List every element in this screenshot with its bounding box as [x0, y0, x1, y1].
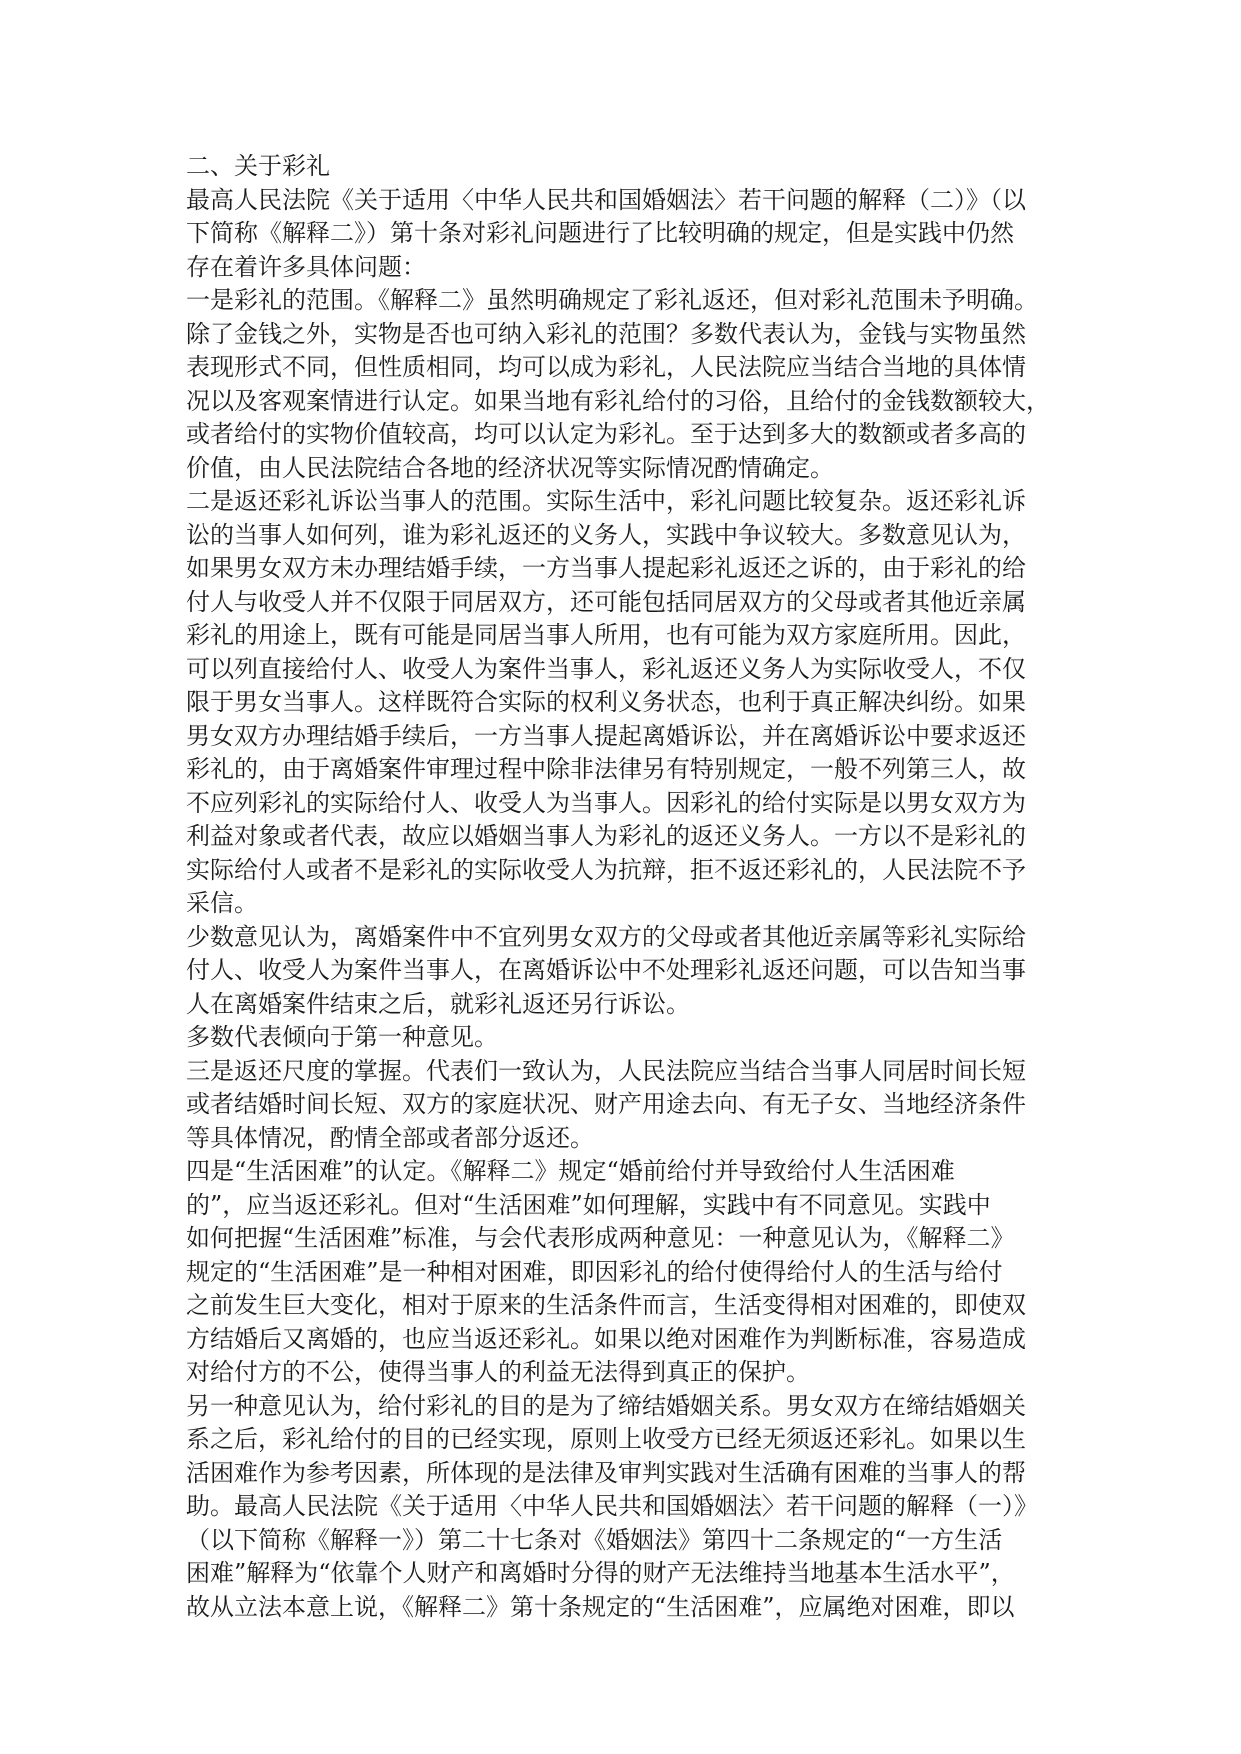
text-line: 实际给付人或者不是彩礼的实际收受人为抗辩，拒不返还彩礼的，人民法院不予 — [186, 855, 1026, 884]
text-line: 男女双方办理结婚手续后，一方当事人提起离婚诉讼，并在离婚诉讼中要求返还 — [186, 721, 1026, 750]
text-line: 限于男女当事人。这样既符合实际的权利义务状态，也利于真正解决纠纷。如果 — [186, 688, 1026, 716]
text-line: 采信。 — [186, 889, 258, 917]
text-line: 助。最高人民法院《关于适用〈中华人民共和国婚姻法〉若干问题的解释（一）》 — [186, 1492, 1038, 1520]
text-line: 付人与收受人并不仅限于同居双方，还可能包括同居双方的父母或者其他近亲属 — [186, 587, 1026, 616]
text-line: 另一种意见认为，给付彩礼的目的是为了缔结婚姻关系。男女双方在缔结婚姻关 — [186, 1391, 1026, 1420]
text-line: 如果男女双方未办理结婚手续，一方当事人提起彩礼返还之诉的，由于彩礼的给 — [186, 554, 1026, 582]
text-line: 彩礼的，由于离婚案件审理过程中除非法律另有特别规定，一般不列第三人，故 — [186, 755, 1026, 783]
text-line: 三是返还尺度的掌握。代表们一致认为，人民法院应当结合当事人同居时间长短 — [186, 1056, 1026, 1085]
text-line: 存在着许多具体问题： — [186, 252, 426, 281]
text-line: 二是返还彩礼诉讼当事人的范围。实际生活中，彩礼问题比较复杂。返还彩礼诉 — [186, 487, 1026, 515]
text-line: 之前发生巨大变化，相对于原来的生活条件而言，生活变得相对困难的，即使双 — [186, 1291, 1026, 1319]
text-line: 活困难作为参考因素，所体现的是法律及审判实践对生活确有困难的当事人的帮 — [186, 1458, 1026, 1487]
text-line: 多数代表倾向于第一种意见。 — [186, 1023, 498, 1051]
text-line: 付人、收受人为案件当事人，在离婚诉讼中不处理彩礼返还问题，可以告知当事 — [186, 956, 1026, 984]
text-line: 少数意见认为，离婚案件中不宜列男女双方的父母或者其他近亲属等彩礼实际给 — [186, 922, 1026, 951]
document-body — [186, 150, 1066, 1624]
text-line: 规定的“生活困难”是一种相对困难，即因彩礼的给付使得给付人的生活与给付 — [186, 1257, 1003, 1286]
text-line: 况以及客观案情进行认定。如果当地有彩礼给付的习俗，且给付的金钱数额较大， — [186, 386, 1050, 415]
text-line: （以下简称《解释一》）第二十七条对《婚姻法》第四十二条规定的“一方生活 — [186, 1525, 1003, 1554]
text-line: 人在离婚案件结束之后，就彩礼返还另行诉讼。 — [186, 989, 690, 1018]
text-line: 如何把握“生活困难”标准，与会代表形成两种意见：一种意见认为，《解释二》 — [186, 1224, 1015, 1252]
text-line: 的”，应当返还彩礼。但对“生活困难”如何理解，实践中有不同意见。实践中 — [186, 1190, 991, 1219]
text-line: 故从立法本意上说，《解释二》第十条规定的“生活困难”，应属绝对困难，即以 — [186, 1592, 1015, 1621]
text-line: 价值，由人民法院结合各地的经济状况等实际情况酌情确定。 — [186, 453, 834, 482]
text-line: 可以列直接给付人、收受人为案件当事人，彩礼返还义务人为实际收受人，不仅 — [186, 654, 1026, 683]
text-line: 困难”解释为“依靠个人财产和离婚时分得的财产无法维持当地基本生活水平”， — [186, 1559, 1015, 1587]
text-line: 讼的当事人如何列，谁为彩礼返还的义务人，实践中争议较大。多数意见认为， — [186, 520, 1026, 549]
text-line: 或者给付的实物价值较高，均可以认定为彩礼。至于达到多大的数额或者多高的 — [186, 420, 1026, 448]
text-line: 表现形式不同，但性质相同，均可以成为彩礼，人民法院应当结合当地的具体情 — [186, 353, 1026, 381]
text-line: 最高人民法院《关于适用〈中华人民共和国婚姻法〉若干问题的解释（二）》（以 — [186, 185, 1026, 214]
text-line: 对给付方的不公，使得当事人的利益无法得到真正的保护。 — [186, 1358, 810, 1386]
text-line: 不应列彩礼的实际给付人、收受人为当事人。因彩礼的给付实际是以男女双方为 — [186, 788, 1026, 817]
text-line: 系之后，彩礼给付的目的已经实现，原则上收受方已经无须返还彩礼。如果以生 — [186, 1425, 1026, 1453]
text-line: 四是“生活困难”的认定。《解释二》规定“婚前给付并导致给付人生活困难 — [186, 1157, 955, 1185]
section-heading: 二、关于彩礼 — [186, 152, 330, 180]
text-line: 利益对象或者代表，故应以婚姻当事人为彩礼的返还义务人。一方以不是彩礼的 — [186, 822, 1026, 850]
text-line: 一是彩礼的范围。《解释二》虽然明确规定了彩礼返还，但对彩礼范围未予明确。 — [186, 286, 1038, 314]
text-line: 或者结婚时间长短、双方的家庭状况、财产用途去向、有无子女、当地经济条件 — [186, 1090, 1026, 1118]
text-line: 等具体情况，酌情全部或者部分返还。 — [186, 1123, 594, 1152]
text-line: 彩礼的用途上，既有可能是同居当事人所用，也有可能为双方家庭所用。因此， — [186, 621, 1026, 649]
text-line: 除了金钱之外，实物是否也可纳入彩礼的范围？多数代表认为，金钱与实物虽然 — [186, 319, 1026, 348]
text-line: 方结婚后又离婚的，也应当返还彩礼。如果以绝对困难作为判断标准，容易造成 — [186, 1324, 1026, 1353]
text-line: 下简称《解释二》）第十条对彩礼问题进行了比较明确的规定，但是实践中仍然 — [186, 219, 1014, 247]
